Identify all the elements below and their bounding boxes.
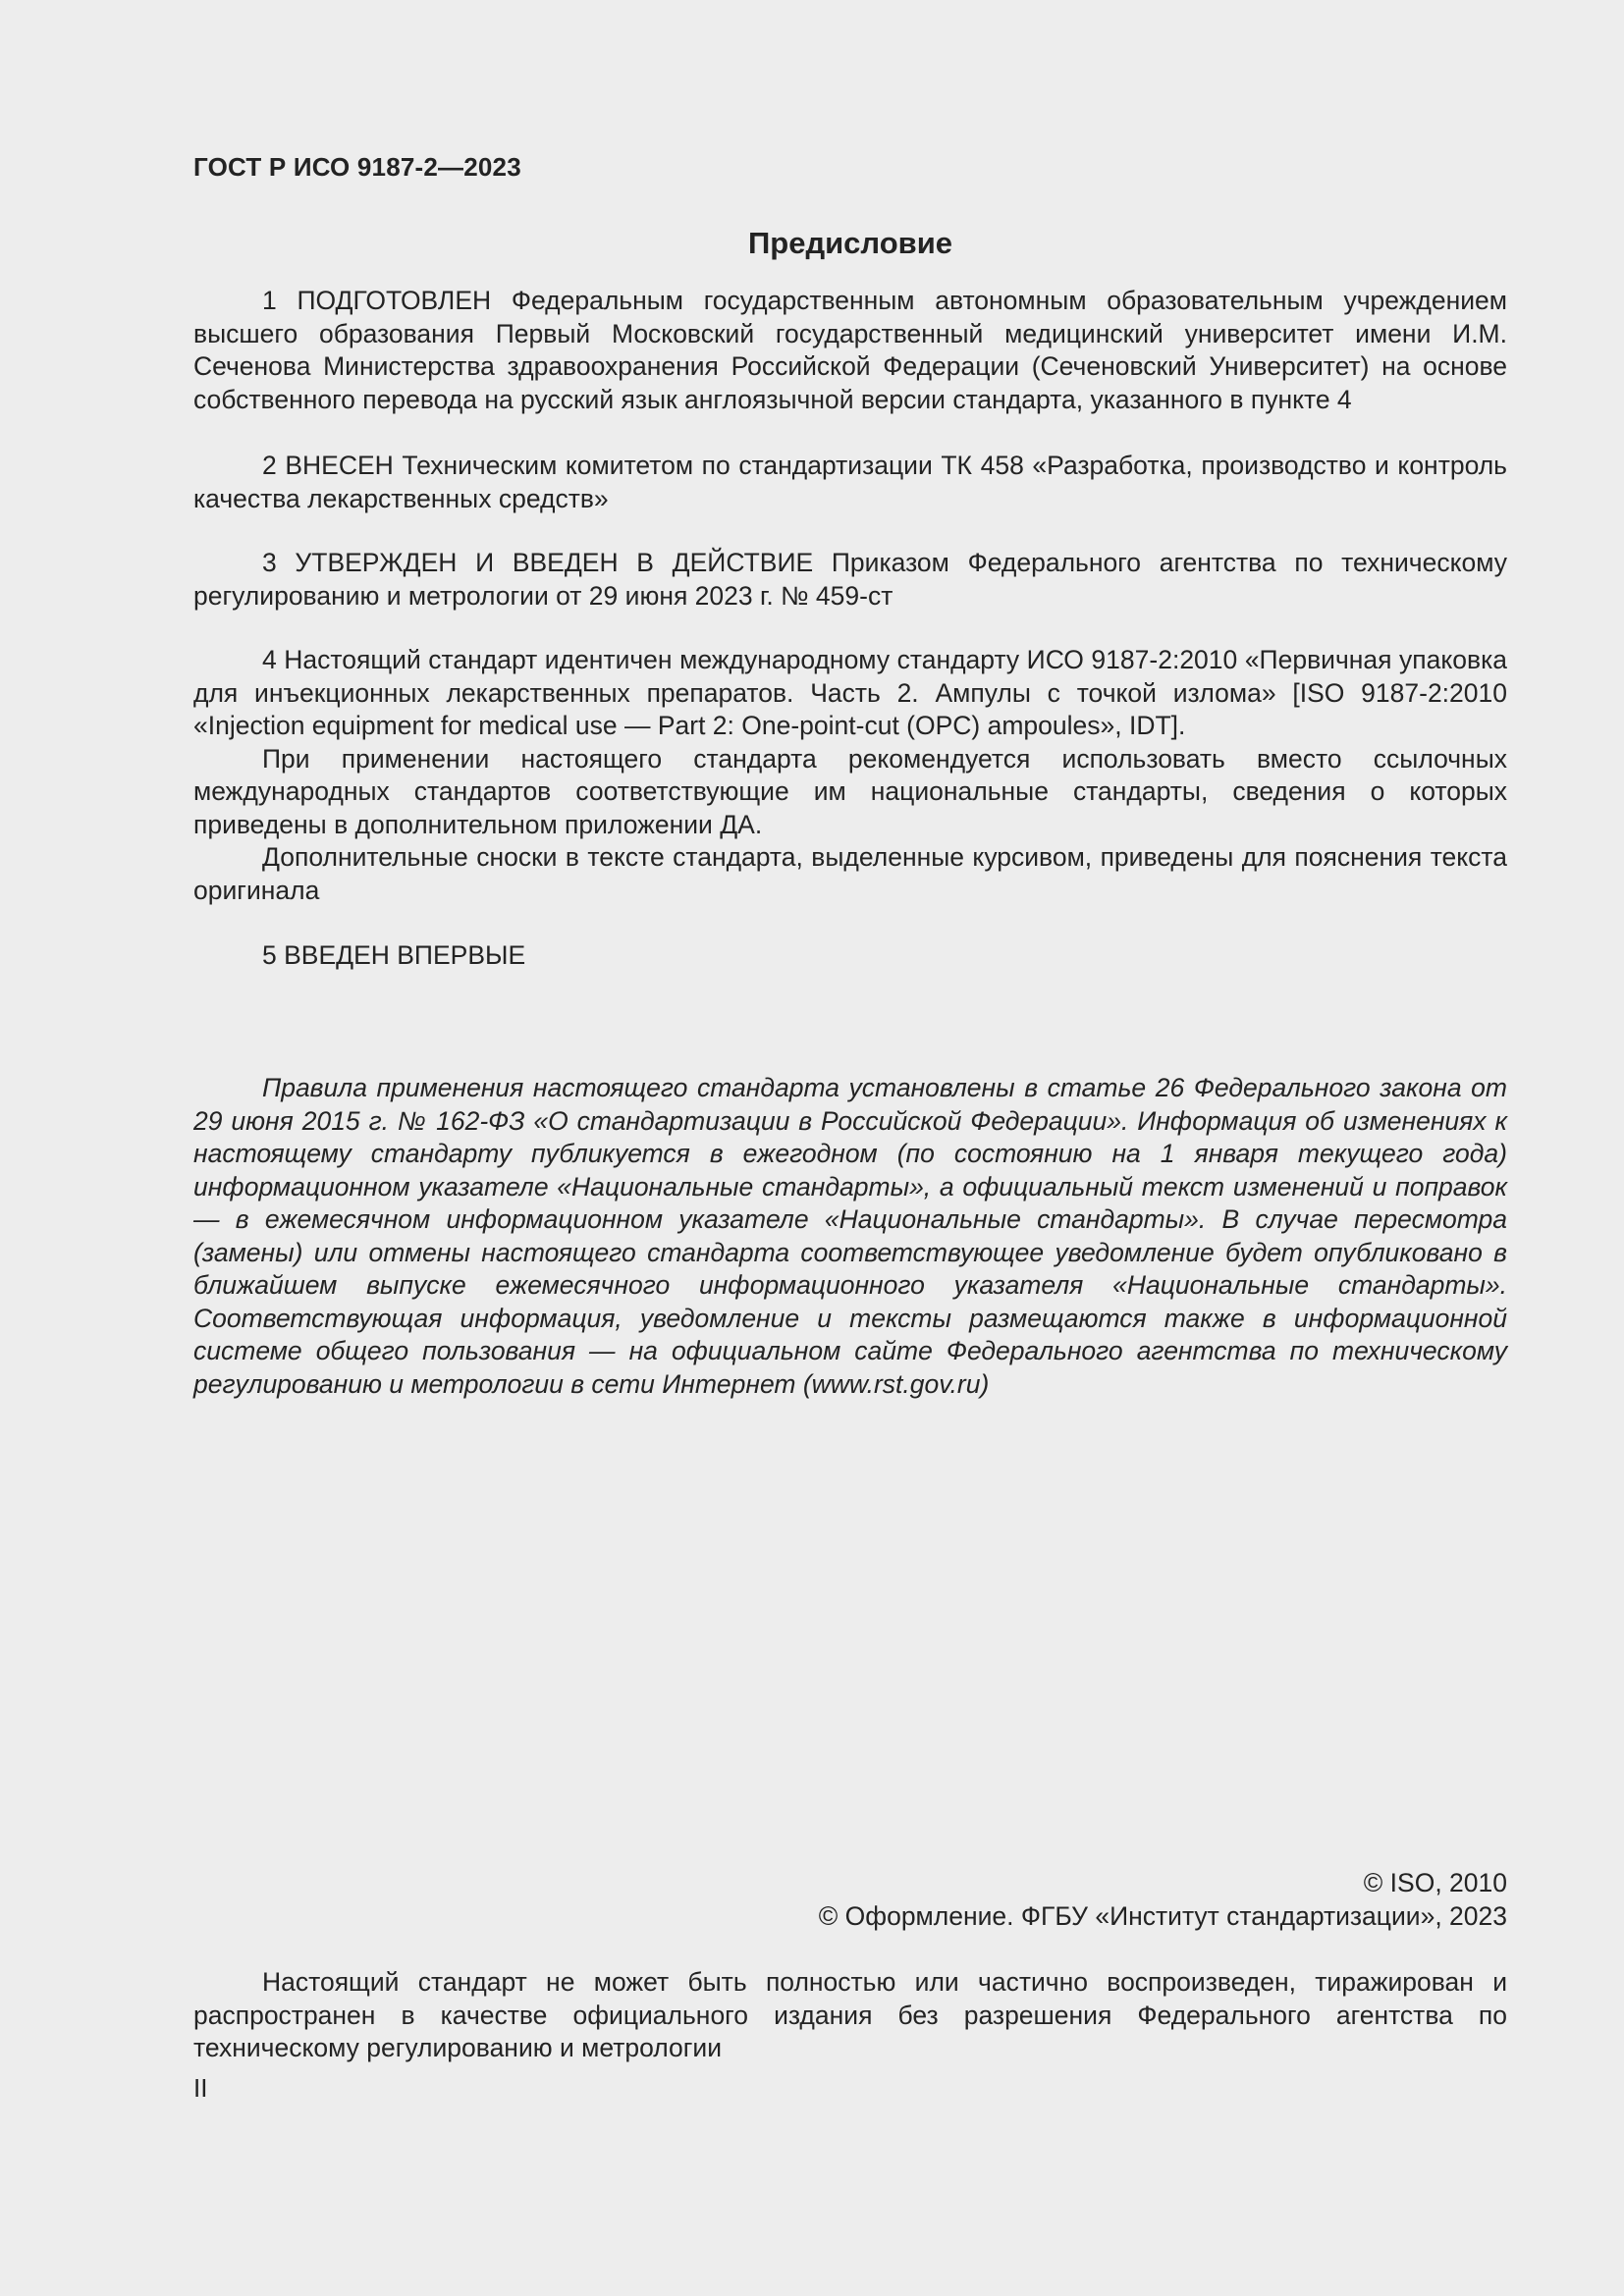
page-number: II [193, 2073, 208, 2103]
iso-copyright: © ISO, 2010 [1363, 1868, 1507, 1897]
standard-code-header: ГОСТ Р ИСО 9187-2—2023 [193, 152, 521, 182]
preface-item-1-text: 1 ПОДГОТОВЛЕН Федеральным государственным автономным образовательным учреждением высшего образования Первый Московский государственный медицинский университет имени И.М. Сеченова Министерства здравоохранения Российской Федерации (Сеченовский Университет) на основе собственного перевода на русский язык англоязычной версии стандарта, указанного в пункте 4 [193, 286, 1507, 414]
preface-item-4 [193, 644, 1507, 907]
preface-item-3 [193, 547, 1507, 613]
copyright-block [193, 1867, 1507, 1933]
preface-item-4-footnotes: Дополнительные сноски в тексте стандарта, выделенные курсивом, приведены для пояснения текста оригинала [193, 842, 1507, 905]
preface-item-2-text: 2 ВНЕСЕН Техническим комитетом по стандартизации ТК 458 «Разработка, производство и контроль качества лекарственных средств» [193, 451, 1507, 513]
reproduction-notice [193, 1966, 1507, 2065]
preface-item-5-text: 5 ВВЕДЕН ВПЕРВЫЕ [262, 940, 526, 970]
application-rules-text: Правила применения настоящего стандарта установлены в статье 26 Федерального закона от 29 июня 2015 г. № 162-ФЗ «О стандартизации в Российской Федерации». Информация об изменениях к настоящему стандарту публикуется в ежегодном (по состоянию на 1 января текущего года) информационном указателе «Национальные стандарты», а официальный текст изменений и поправок — в ежемесячном информационном указателе «Национальные стандарты». В случае пересмотра (замены) или отмены настоящего стандарта соответствующее уведомление будет опубликовано в ближайшем выпуске ежемесячного информационного указателя «Национальные стандарты». Соответствующая информация, уведомление и тексты размещаются также в информационной системе общего пользования — на официальном сайте Федерального агентства по техническому регулированию и метрологии в сети Интернет (www.rst.gov.ru) [193, 1073, 1507, 1399]
preface-item-1 [193, 285, 1507, 416]
application-rules-note [193, 1072, 1507, 1401]
reproduction-notice-text: Настоящий стандарт не может быть полностью или частично воспроизведен, тиражирован и распространен в качестве официального издания без разрешения Федерального агентства по техническому регулированию и метрологии [193, 1967, 1507, 2062]
preface-title: Предисловие [747, 226, 952, 260]
preface-item-2 [193, 450, 1507, 515]
preface-item-4-main: 4 Настоящий стандарт идентичен международному стандарту ИСО 9187-2:2010 «Первичная упаковка для инъекционных лекарственных препаратов. Часть 2. Ампулы с точкой излома» [ISO 9187-2:2010 «Injection equipment for medical use — Part 2: One-point-cut (OPC) ampoules», IDT]. [193, 645, 1507, 740]
preface-item-4-references: При применении настоящего стандарта рекомендуется использовать вместо ссылочных международных стандартов соответствующие им национальные стандарты, сведения о которых приведены в дополнительном приложении ДА. [193, 743, 1507, 839]
preface-item-3-text: 3 УТВЕРЖДЕН И ВВЕДЕН В ДЕЙСТВИЕ Приказом Федерального агентства по техническому регулированию и метрологии от 29 июня 2023 г. № 459-ст [193, 548, 1507, 611]
preface-item-5 [193, 939, 1507, 973]
design-copyright: © Оформление. ФГБУ «Институт стандартизации», 2023 [818, 1900, 1507, 1931]
